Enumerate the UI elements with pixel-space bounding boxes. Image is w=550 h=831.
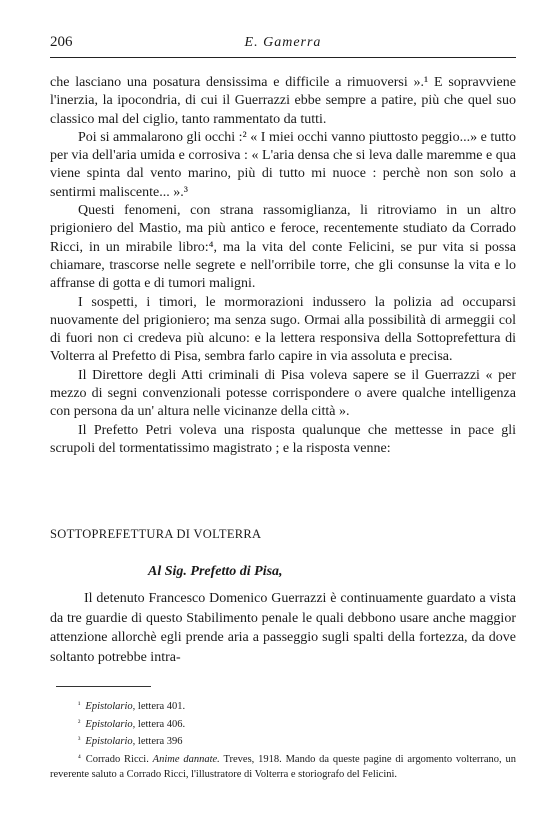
footnote-title: Anime dannate. — [152, 753, 220, 765]
paragraph: Il Direttore degli Atti criminali di Pisa voleva sapere se il Guerrazzi « per mezzo di segni convenzionali potesse corrispondere o avere qualche intelligenza con persona da un' altura nelle vicinanze della città ». — [50, 367, 516, 420]
footnote-ref: lettera 401. — [137, 701, 186, 712]
footnote-text: Treves, 1918. Mando da queste pagine di argomento volterrano, un reverente saluto a Corrado Ricci, l'illustratore di Volterra e storiografo del Felicini. — [50, 753, 517, 780]
footnote-number: ² — [78, 717, 81, 727]
footnote-source: Epistolario, — [85, 718, 136, 730]
footnote-source: Epistolario, — [85, 701, 136, 712]
footnote-ref: lettera 406. — [137, 718, 186, 730]
paragraph: che lasciano una posatura densissima e difficile a rimuoversi ».¹ E sopravviene l'inerzia, la ipocondria, di cui il Guerrazzi ebbe sempre a patire, più che quel suo classico mal del ciglio, tanto rammentato da tutti. — [50, 75, 516, 127]
running-title: E. Gamerra — [244, 35, 322, 50]
footnote — [50, 715, 516, 733]
footnote — [50, 750, 516, 783]
paragraph: Il Prefetto Petri voleva una risposta qualunque che mettesse in pace gli scrupoli del tormentatissimo magistrato ; e la risposta venne: — [50, 422, 516, 456]
page-header — [50, 34, 516, 56]
footnote — [50, 732, 516, 750]
letter-salutation: Al Sig. Prefetto di Pisa, — [148, 564, 283, 579]
footnote-author: Corrado Ricci. — [85, 753, 149, 765]
page-number: 206 — [50, 34, 73, 50]
paragraph: Poi si ammalarono gli occhi :² « I miei occhi vanno piuttosto peggio...» e tutto per via dell'aria umida e corrosiva : « L'aria densa che si leva dalle maremme e qua viene spinta dal vento marino, più di tutto mi nuoce : perchè non son solo a sentirmi maliscente... ».³ — [50, 129, 516, 200]
footnotes — [50, 697, 516, 783]
footnote — [50, 697, 516, 715]
footnote-number: ³ — [78, 735, 81, 744]
header-rule — [50, 57, 516, 58]
footnote-rule — [56, 686, 151, 687]
paragraph: I sospetti, i timori, le mormorazioni indussero la polizia ad occuparsi nuovamente del prigioniero; ma senza sugo. Ormai alla possibilità di armeggii col di fuori non ci credeva più alcuno: e la lettera responsiva della Sottoprefettura di Volterra al Prefetto di Pisa, sembra farlo capire in via assoluta e precisa. — [50, 294, 516, 365]
main-text — [50, 74, 516, 458]
letter-heading: SOTTOPREFETTURA DI VOLTERRA — [50, 527, 262, 541]
letter-text: Il detenuto Francesco Domenico Guerrazzi è continuamente guardato a vista da tre guardie di questo Stabilimento penale le quali debbono usare anche maggior attenzione allorchè egli prende aria a passeggio sugli spalti della fortezza, da dove soltanto potrebbe intra- — [50, 591, 516, 665]
footnote-ref: lettera 396 — [137, 736, 183, 747]
footnote-source: Epistolario, — [85, 736, 136, 747]
paragraph: Questi fenomeni, con strana rassomiglianza, li ritroviamo in un altro prigioniero del Mastio, ma più antico e feroce, recentemente studiato da Corrado Ricci, in un mirabile libro:⁴, ma la vita del conte Felicini, se pur vita si possa chiamare, trascorse nelle segrete e nell'orribile torre, che gli consunse la vita e lo affranse di gotta e di tumori maligni. — [50, 203, 516, 292]
footnote-number: ¹ — [78, 700, 81, 709]
footnote-number: ⁴ — [78, 752, 81, 762]
